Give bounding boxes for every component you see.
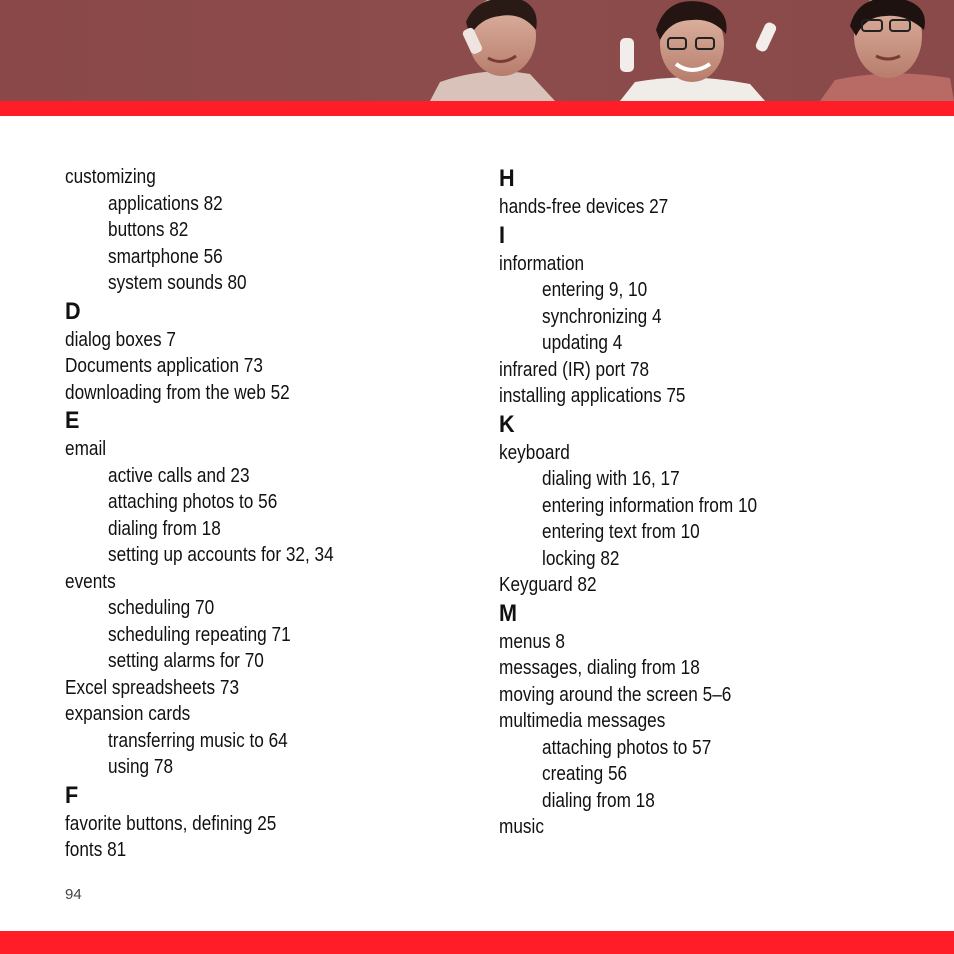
header-photo [430,0,954,101]
index-entry: infrared (IR) port 78 [499,358,650,381]
person-three [820,0,954,101]
index-subentry: scheduling 70 [108,597,215,619]
index-subentry: buttons 82 [108,219,189,241]
section-letter: D [65,297,81,325]
index-entry: moving around the screen 5–6 [499,683,732,706]
index-entry: customizing [65,166,156,188]
index-subentry: synchronizing 4 [542,305,662,328]
index-entry: messages, dialing from 18 [499,657,700,679]
index-entry: expansion cards [65,703,191,725]
index-subentry: using 78 [108,756,174,778]
section-letter: K [499,410,515,438]
index-subentry: dialing from 18 [542,789,655,812]
person-one [430,0,555,101]
index-entry: favorite buttons, defining 25 [65,812,277,835]
index-subentry: smartphone 56 [108,245,223,268]
index-subentry: setting alarms for 70 [108,650,264,672]
index-entry: multimedia messages [499,710,666,732]
section-letter: I [499,221,506,249]
index-subentry: scheduling repeating 71 [108,623,291,646]
index-subentry: entering information from 10 [542,494,758,517]
index-entry: events [65,570,116,593]
index-subentry: dialing with 16, 17 [542,468,680,490]
index-entry: information [499,252,585,275]
page-number: 94 [65,886,82,903]
index-entry: email [65,438,107,460]
section-letter: H [499,165,515,192]
index-entry: Keyguard 82 [499,574,597,596]
index-subentry: creating 56 [542,763,628,785]
header-banner [0,0,954,101]
section-letter: E [65,407,80,434]
section-letter: F [65,781,79,809]
index-column-left [65,164,377,864]
index-subentry: applications 82 [108,192,223,215]
index-subentry: entering text from 10 [542,521,700,543]
index-subentry: entering 9, 10 [542,279,648,301]
index-subentry: attaching photos to 57 [542,736,712,759]
index-subentry: dialing from 18 [108,517,221,540]
person-two [620,1,778,101]
index-subentry: system sounds 80 [108,272,247,294]
index-subentry: updating 4 [542,332,623,354]
header-accent-stripe [0,101,954,116]
index-entry: Documents application 73 [65,355,263,377]
index-entry: hands-free devices 27 [499,196,669,218]
index-entry: downloading from the web 52 [65,381,290,404]
index-column-right [499,164,799,841]
index-subentry: transferring music to 64 [108,729,288,752]
index-entry: music [499,816,544,838]
index-entry: keyboard [499,441,570,464]
index-entry: installing applications 75 [499,385,686,407]
footer-accent-stripe [0,931,954,954]
index-subentry: locking 82 [542,547,620,570]
index-entry: dialog boxes 7 [65,328,176,351]
index-entry: Excel spreadsheets 73 [65,676,240,699]
index-subentry: attaching photos to 56 [108,491,278,513]
index-subentry: active calls and 23 [108,464,250,487]
index-subentry: setting up accounts for 32, 34 [108,544,334,566]
section-letter: M [499,599,517,627]
index-entry: fonts 81 [65,839,127,861]
index-entry: menus 8 [499,630,565,653]
